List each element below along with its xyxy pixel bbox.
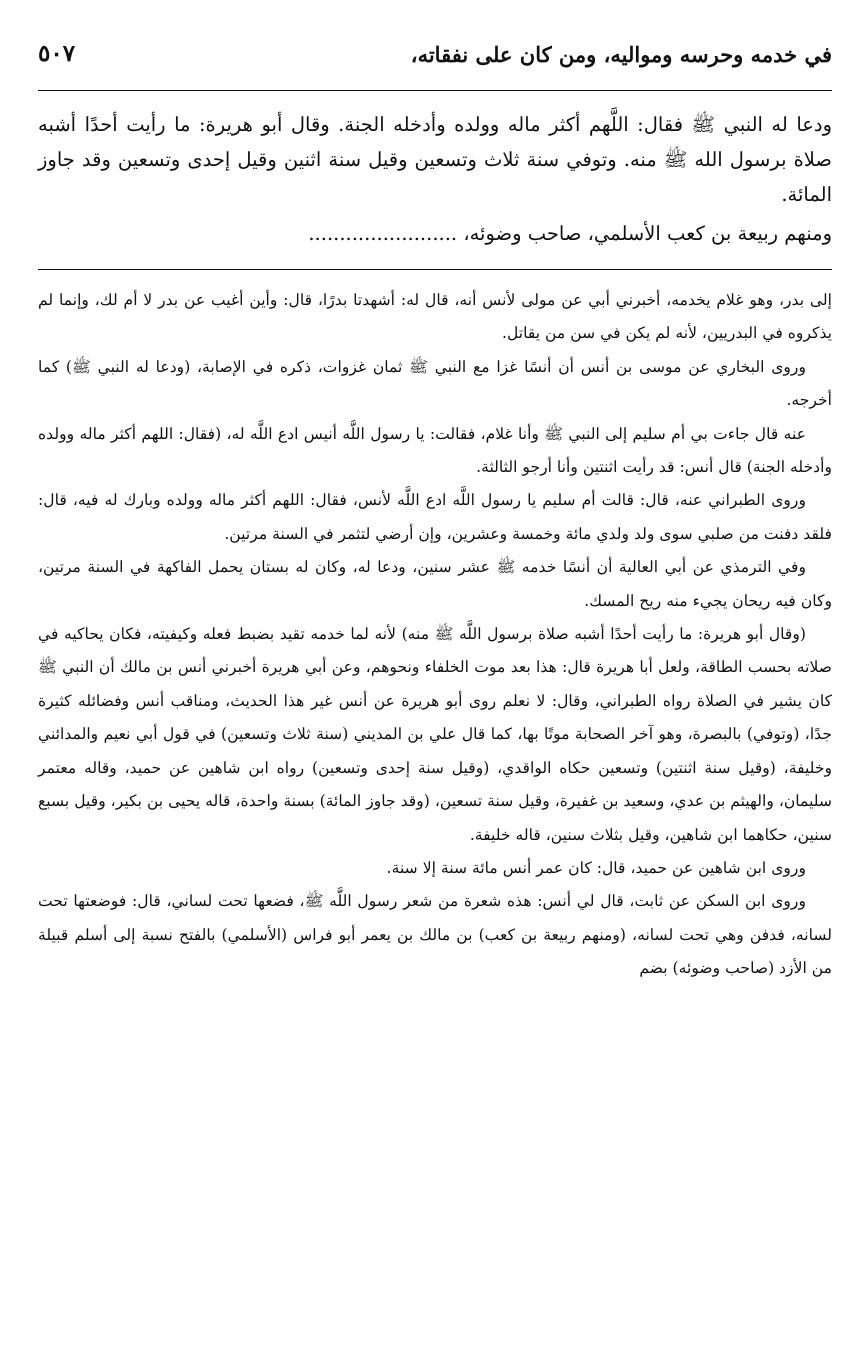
commentary-paragraph: وروى الطبراني عنه، قال: قالت أم سليم يا رسول اللَّه ادع اللَّه لأنس، فقال: اللهم أكثر ماله وولده وبارك له فيه، قال: فلقد دفنت من صلبي سوى ولد ولدي مائة وخمسة وعشرين، وإن أرضي لتثمر في السنة مرتين. [38,491,832,543]
commentary-paragraph: وروى البخاري عن موسى بن أنس أن أنسًا غزا مع النبي ﷺ ثمان غزوات، ذكره في الإصابة، (ودعا له النبي ﷺ) كما أخرجه. [38,357,832,410]
commentary-paragraph: وفي الترمذي عن أبي العالية أن أنسًا خدمه ﷺ عشر سنين، ودعا له، وكان له بستان يحمل الفاكهة في السنة مرتين، وكان فيه ريحان يجيء منه ريح المسك. [38,558,832,610]
main-text-last-line-words: ومنهم ربيعة بن كعب الأسلمي، صاحب وضوئه، [463,222,832,245]
page-header [38,26,832,90]
commentary-text [38,270,832,986]
main-text-last-line [38,212,832,251]
page-number: ٥٠٧ [38,40,76,67]
book-page [38,26,832,1346]
commentary-paragraph: وروى ابن شاهين عن حميد، قال: كان عمر أنس مائة سنة إلا سنة. [386,858,806,877]
ellipsis-dots: ........................ [308,222,458,245]
commentary-paragraph: إلى بدر، وهو غلام يخدمه، أخبرني أبي عن مولى لأنس أنه، قال له: أشهدتا بدرًا، قال: وأين أغيب عن بدر لا أم لك، وإنما لم يذكروه في البدريين، لأنه لم يكن في سن من يقاتل. [38,291,832,343]
main-text-paragraph: ودعا له النبي ﷺ فقال: اللَّهم أكثر ماله وولده وأدخله الجنة. وقال أبو هريرة: ما رأيت أحدًا أشبه صلاة برسول الله ﷺ منه. وتوفي سنة ثلاث وتسعين وقيل سنة اثنين وقيل إحدى وتسعين وقد جاوز المائة. [38,113,832,206]
main-text [38,91,832,269]
running-title: في خدمه وحرسه ومواليه، ومن كان على نفقاته، [410,42,832,67]
commentary-paragraph: وروى ابن السكن عن ثابت، قال لي أنس: هذه شعرة من شعر رسول اللَّه ﷺ، فضعها تحت لساني، قال: فوضعتها تحت لسانه، فدفن وهي تحت لسانه، (ومنهم ربيعة بن كعب) بن مالك بن يعمر أبو فراس (الأسلمي) بالفتح نسبة إلى أسلم قبيلة من الأزد (صاحب وضوئه) بضم [38,892,832,978]
commentary-paragraph: عنه قال جاءت بي أم سليم إلى النبي ﷺ وأنا غلام، فقالت: يا رسول اللَّه أنيس ادع اللَّه له، (فقال: اللهم أكثر ماله وولده وأدخله الجنة) قال أنس: قد رأيت اثنتين وأنا أرجو الثالثة. [38,424,832,477]
commentary-paragraph: (وقال أبو هريرة: ما رأيت أحدًا أشبه صلاة برسول اللَّه ﷺ منه) لأنه لما خدمه تقيد بضبط فعله وكيفيته، فكان يحاكيه في صلاته بحسب الطاقة، ولعل أبا هريرة قال: هذا بعد موت الخلفاء ونحوهم، وعن أبي هريرة أخبرني أنس بن مالك أن النبي ﷺ كان يشير في الصلاة رواه الطبراني، وقال: لا نعلم روى أبو هريرة عن أنس غير هذا الحديث، ومناقب أنس وفضائله كثيرة جدًا، (وتوفي) بالبصرة، وهو آخر الصحابة موتًا بها، كما قال علي بن المديني (سنة ثلاث وتسعين) في قول أبي نعيم والمدائني وخليفة، (وقيل سنة اثنتين) وتسعين حكاه الواقدي، (وقيل سنة إحدى وتسعين) رواه ابن شاهين عن حميد، وقاله معتمر سليمان، والهيثم بن عدي، وسعيد بن غفيرة، وقيل سنة تسعين، (وقد جاوز المائة) بسنة واحدة، قاله يحيى بن بكير، وقيل بسبع سنين، حكاهما ابن شاهين، وقيل بثلاث سنين، قاله خليفة. [38,625,832,844]
